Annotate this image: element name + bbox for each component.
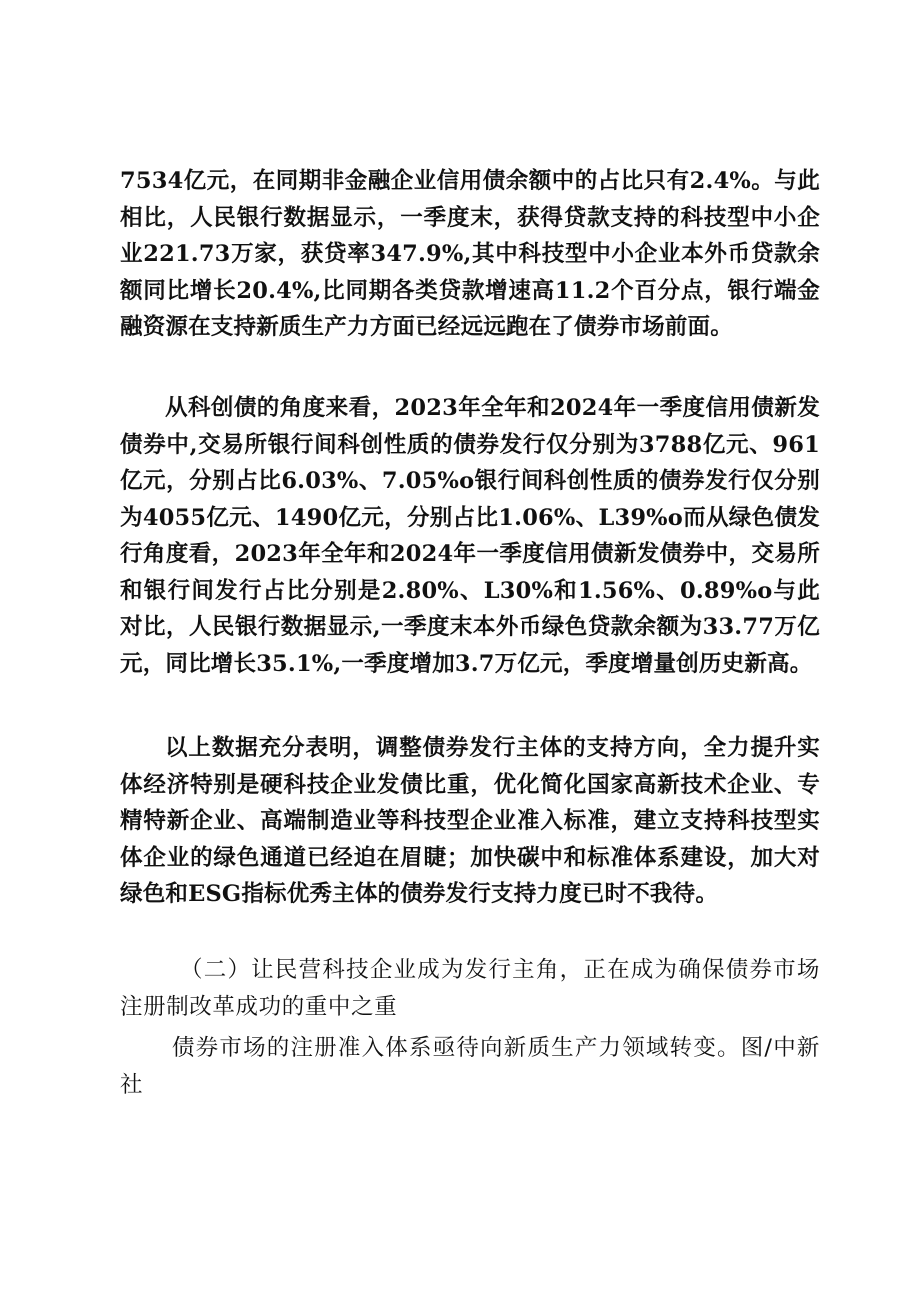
paragraph-conclusion: 以上数据充分表明，调整债券发行主体的支持方向，全力提升实体经济特别是硬科技企业发债比重，优化简化国家高新技术企业、专精特新企业、高端制造业等科技型企业准入标准，建立支持科技型实体企业的绿色通道已经迫在眉睫；加快碳中和标准体系建设，加大对绿色和ESG指标优秀主体的债券发行支持力度已时不我待。 xyxy=(120,735,820,907)
paragraph-bond-share: 7534亿元，在同期非金融企业信用债余额中的占比只有2.4%。与此相比，人民银行数据显示，一季度末，获得贷款支持的科技型中小企业221.73万家，获贷率347.9%,其中科技型中小企业本外币贷款余额同比增长20.4%,比同期各类贷款增速高11.2个百分点，银行端金融资源在支持新质生产力方面已经远远跑在了债券市场前面。 xyxy=(120,168,820,340)
image-caption: 债券市场的注册准入体系亟待向新质生产力领域转变。图/中新社 xyxy=(120,1035,820,1098)
section-heading: （二）让民营科技企业成为发行主角，正在成为确保债券市场注册制改革成功的重中之重 xyxy=(120,957,820,1020)
paragraph-sci-tech-bonds: 从科创债的角度来看，2023年全年和2024年一季度信用债新发债券中,交易所银行间科创性质的债券发行仅分别为3788亿元、961亿元，分别占比6.03%、7.05%o银行间科创性质的债券发行仅分别为4055亿元、1490亿元，分别占比1.06%、L39%o而从绿色债发行角度看，2023年全年和2024年一季度信用债新发债券中，交易所和银行间发行占比分别是2.80%、L30%和1.56%、0.89%o与此对比，人民银行数据显示,一季度末本外币绿色贷款余额为33.77万亿元，同比增长35.1%,一季度增加3.7万亿元，季度增量创历史新高。 xyxy=(120,395,820,677)
